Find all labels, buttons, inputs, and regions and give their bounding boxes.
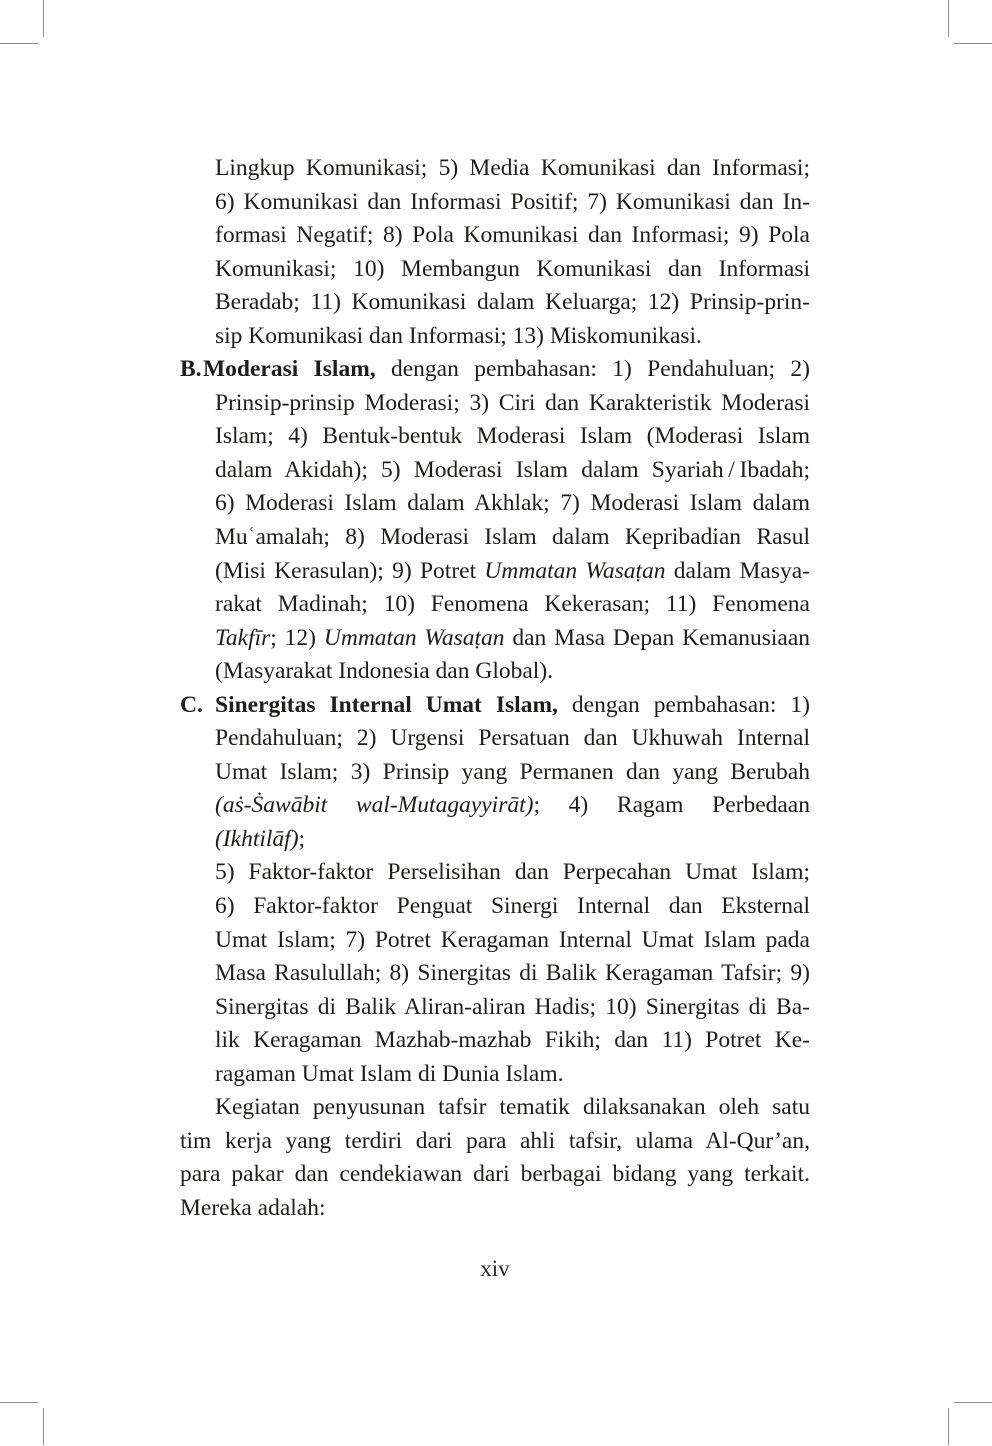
text-line: [180, 353, 810, 387]
text-segment: 6) Faktor-faktor Penguat Sinergi Internal dan Eksternal: [215, 893, 810, 920]
page-number: xiv: [480, 1256, 510, 1281]
text-segment: (Misi Kerasulan); 9) Potret: [215, 557, 485, 584]
text-line: [180, 521, 810, 555]
text-line: [180, 622, 810, 656]
text-segment: Sinergitas Internal Umat Islam,: [215, 691, 558, 718]
paragraph-item-c-sinergitas-internal: [180, 689, 810, 1092]
text-segment: dengan pembahasan: 1): [557, 691, 810, 718]
text-segment: ;: [298, 825, 306, 852]
transliterated-term: Ummatan Wasaṭan: [323, 624, 505, 651]
text-line: [180, 320, 810, 354]
transliterated-term: Takfīr: [215, 624, 271, 651]
paragraph-closing-paragraph: [180, 1091, 810, 1225]
text-segment: dalam Akidah); 5) Moderasi Islam dalam Syariah / Ibadah;: [215, 456, 810, 483]
text-segment: ragaman Umat Islam di Dunia Islam.: [215, 1060, 564, 1087]
text-segment: formasi Negatif; 8) Pola Komunikasi dan Informasi; 9) Pola: [215, 222, 810, 249]
text-segment: Beradab; 11) Komunikasi dalam Keluarga; 12) Prinsip-prin-: [215, 289, 810, 316]
text-segment: Sinergitas di Balik Aliran-aliran Hadis; 10) Sinergitas di Ba-: [215, 993, 810, 1020]
text-segment: 6) Moderasi Islam dalam Akhlak; 7) Moderasi Islam dalam: [215, 490, 810, 517]
text-line: [180, 186, 810, 220]
transliterated-term: Ummatan Wasaṭan: [484, 557, 666, 584]
text-line: [180, 991, 810, 1025]
text-line: [180, 689, 810, 723]
text-line: [180, 219, 810, 253]
crop-mark-top-left-horizontal: [0, 43, 38, 44]
text-segment: ; 12): [270, 624, 324, 651]
crop-mark-bottom-right-vertical: [948, 1408, 949, 1445]
crop-mark-top-right-vertical: [948, 0, 949, 37]
text-line: [180, 957, 810, 991]
text-line: [180, 655, 810, 689]
text-line: [180, 420, 810, 454]
text-line: [180, 152, 810, 186]
text-segment: sip Komunikasi dan Informasi; 13) Miskomunikasi.: [215, 322, 702, 349]
crop-mark-bottom-right-horizontal: [954, 1402, 992, 1403]
text-segment: Umat Islam; 3) Prinsip yang Permanen dan yang Berubah: [215, 758, 810, 785]
paragraph-item-b-moderasi-islam: [180, 353, 810, 688]
text-line: [180, 286, 810, 320]
text-line: [180, 1192, 810, 1226]
text-segment: lik Keragaman Mazhab-mazhab Fikih; dan 11) Potret Ke-: [215, 1027, 810, 1054]
text-segment: tim kerja yang terdiri dari para ahli tafsir, ulama Al-Qur’an,: [180, 1127, 810, 1154]
text-line: [180, 856, 810, 890]
text-segment: Kegiatan penyusunan tafsir tematik dilaksanakan oleh satu: [215, 1094, 810, 1121]
crop-mark-bottom-left-vertical: [43, 1408, 44, 1445]
text-line: [180, 1125, 810, 1159]
text-segment: Islam; 4) Bentuk-bentuk Moderasi Islam (Moderasi Islam: [215, 423, 810, 450]
text-line: [180, 722, 810, 756]
text-segment: Masa Rasulullah; 8) Sinergitas di Balik Keragaman Tafsir; 9): [215, 960, 810, 987]
text-line: [180, 588, 810, 622]
text-segment: Pendahuluan; 2) Urgensi Persatuan dan Ukhuwah Internal: [215, 725, 810, 752]
text-segment: Lingkup Komunikasi; 5) Media Komunikasi dan Informasi;: [215, 155, 810, 181]
crop-mark-bottom-left-horizontal: [0, 1402, 38, 1403]
text-segment: ; 4) Ragam Perbedaan: [533, 792, 810, 819]
text-line: [180, 487, 810, 521]
text-line: [180, 1058, 810, 1092]
text-segment: 5) Faktor-faktor Perselisihan dan Perpecahan Umat Islam;: [215, 859, 810, 886]
text-segment: dalam Masya-: [665, 557, 810, 584]
text-segment: (Masyarakat Indonesia dan Global).: [215, 658, 554, 685]
text-segment: para pakar dan cendekiawan dari berbagai bidang yang terkait.: [180, 1161, 810, 1188]
text-segment: 6) Komunikasi dan Informasi Positif; 7) Komunikasi dan In-: [215, 188, 810, 215]
crop-mark-top-right-horizontal: [954, 43, 992, 44]
text-line: [180, 454, 810, 488]
text-segment: Komunikasi; 10) Membangun Komunikasi dan Informasi: [215, 255, 810, 282]
paragraph-item-a-continuation: [180, 152, 810, 353]
text-line: [180, 890, 810, 924]
text-segment: rakat Madinah; 10) Fenomena Kekerasan; 11) Fenomena: [215, 591, 810, 618]
text-segment: Moderasi Islam,: [203, 356, 376, 383]
text-line: [180, 924, 810, 958]
text-block: [180, 152, 810, 1226]
list-marker: C.: [180, 691, 203, 718]
text-line: [180, 1024, 810, 1058]
text-line: [180, 1158, 810, 1192]
text-segment: dan Masa Depan Kemanusiaan: [504, 624, 810, 651]
text-line: [180, 1091, 810, 1125]
text-line: [180, 789, 810, 856]
text-segment: Muʿamalah; 8) Moderasi Islam dalam Kepribadian Rasul: [215, 524, 810, 551]
transliterated-term: (Ikhtilāf): [215, 825, 299, 852]
transliterated-term: (aṡ-Ṡawābit wal-Mutagayyirāt): [215, 792, 534, 819]
text-line: [180, 253, 810, 287]
text-segment: Prinsip-prinsip Moderasi; 3) Ciri dan Karakteristik Moderasi: [215, 389, 810, 416]
text-segment: dengan pembahasan: 1) Pendahuluan; 2): [375, 356, 810, 383]
text-line: [180, 555, 810, 589]
text-line: [180, 756, 810, 790]
text-segment: Mereka adalah:: [180, 1194, 326, 1221]
crop-mark-top-left-vertical: [43, 0, 44, 37]
text-segment: Umat Islam; 7) Potret Keragaman Internal Umat Islam pada: [215, 926, 810, 953]
list-marker: B.: [180, 356, 202, 383]
text-line: [180, 387, 810, 421]
